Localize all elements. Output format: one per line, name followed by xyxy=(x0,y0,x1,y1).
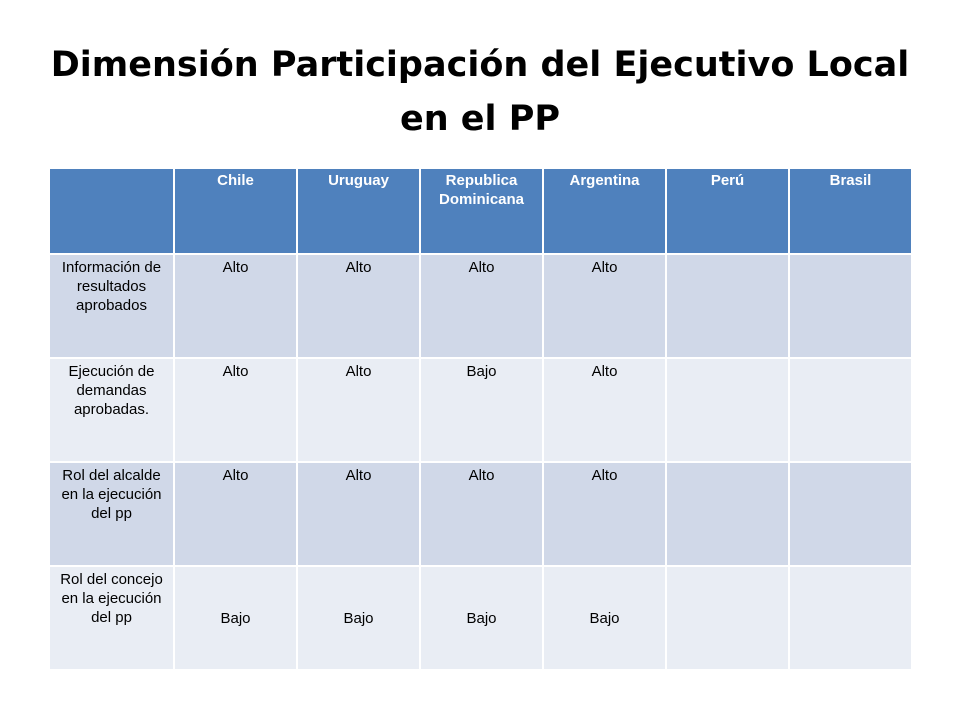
table-row xyxy=(49,566,912,670)
table-row xyxy=(49,462,912,566)
table-cell: Alto xyxy=(174,358,297,462)
table-cell: Bajo xyxy=(174,566,297,670)
header-cell-republica-dominicana: Republica Dominicana xyxy=(420,168,543,254)
table-cell: Alto xyxy=(174,254,297,358)
table-row xyxy=(49,358,912,462)
table-cell: Alto xyxy=(543,462,666,566)
table-cell: Bajo xyxy=(420,358,543,462)
table-cell: Bajo xyxy=(420,566,543,670)
header-cell-corner xyxy=(49,168,174,254)
table-cell: Alto xyxy=(297,462,420,566)
row-label: Rol del alcalde en la ejecución del pp xyxy=(49,462,174,566)
header-cell-brasil: Brasil xyxy=(789,168,912,254)
table-cell xyxy=(789,358,912,462)
table-cell xyxy=(789,254,912,358)
table-cell xyxy=(666,566,789,670)
table-cell: Alto xyxy=(420,254,543,358)
table-cell: Bajo xyxy=(543,566,666,670)
table-cell: Alto xyxy=(297,254,420,358)
table-cell: Alto xyxy=(174,462,297,566)
table-cell: Alto xyxy=(543,358,666,462)
table-cell xyxy=(789,566,912,670)
table-row xyxy=(49,254,912,358)
table-cell xyxy=(666,254,789,358)
table-header-row xyxy=(49,168,912,254)
table-cell xyxy=(666,358,789,462)
table-cell: Alto xyxy=(297,358,420,462)
header-cell-argentina: Argentina xyxy=(543,168,666,254)
table-cell: Bajo xyxy=(297,566,420,670)
table-cell: Alto xyxy=(543,254,666,358)
header-cell-uruguay: Uruguay xyxy=(297,168,420,254)
slide-title: Dimensión Participación del Ejecutivo Local en el PP xyxy=(50,45,910,139)
comparison-table xyxy=(48,167,913,671)
row-label: Ejecución de demandas aprobadas. xyxy=(49,358,174,462)
table-cell: Alto xyxy=(420,462,543,566)
header-cell-peru: Perú xyxy=(666,168,789,254)
table-cell xyxy=(789,462,912,566)
row-label: Rol del concejo en la ejecución del pp xyxy=(49,566,174,670)
row-label: Información de resultados aprobados xyxy=(49,254,174,358)
table-cell xyxy=(666,462,789,566)
header-cell-chile: Chile xyxy=(174,168,297,254)
